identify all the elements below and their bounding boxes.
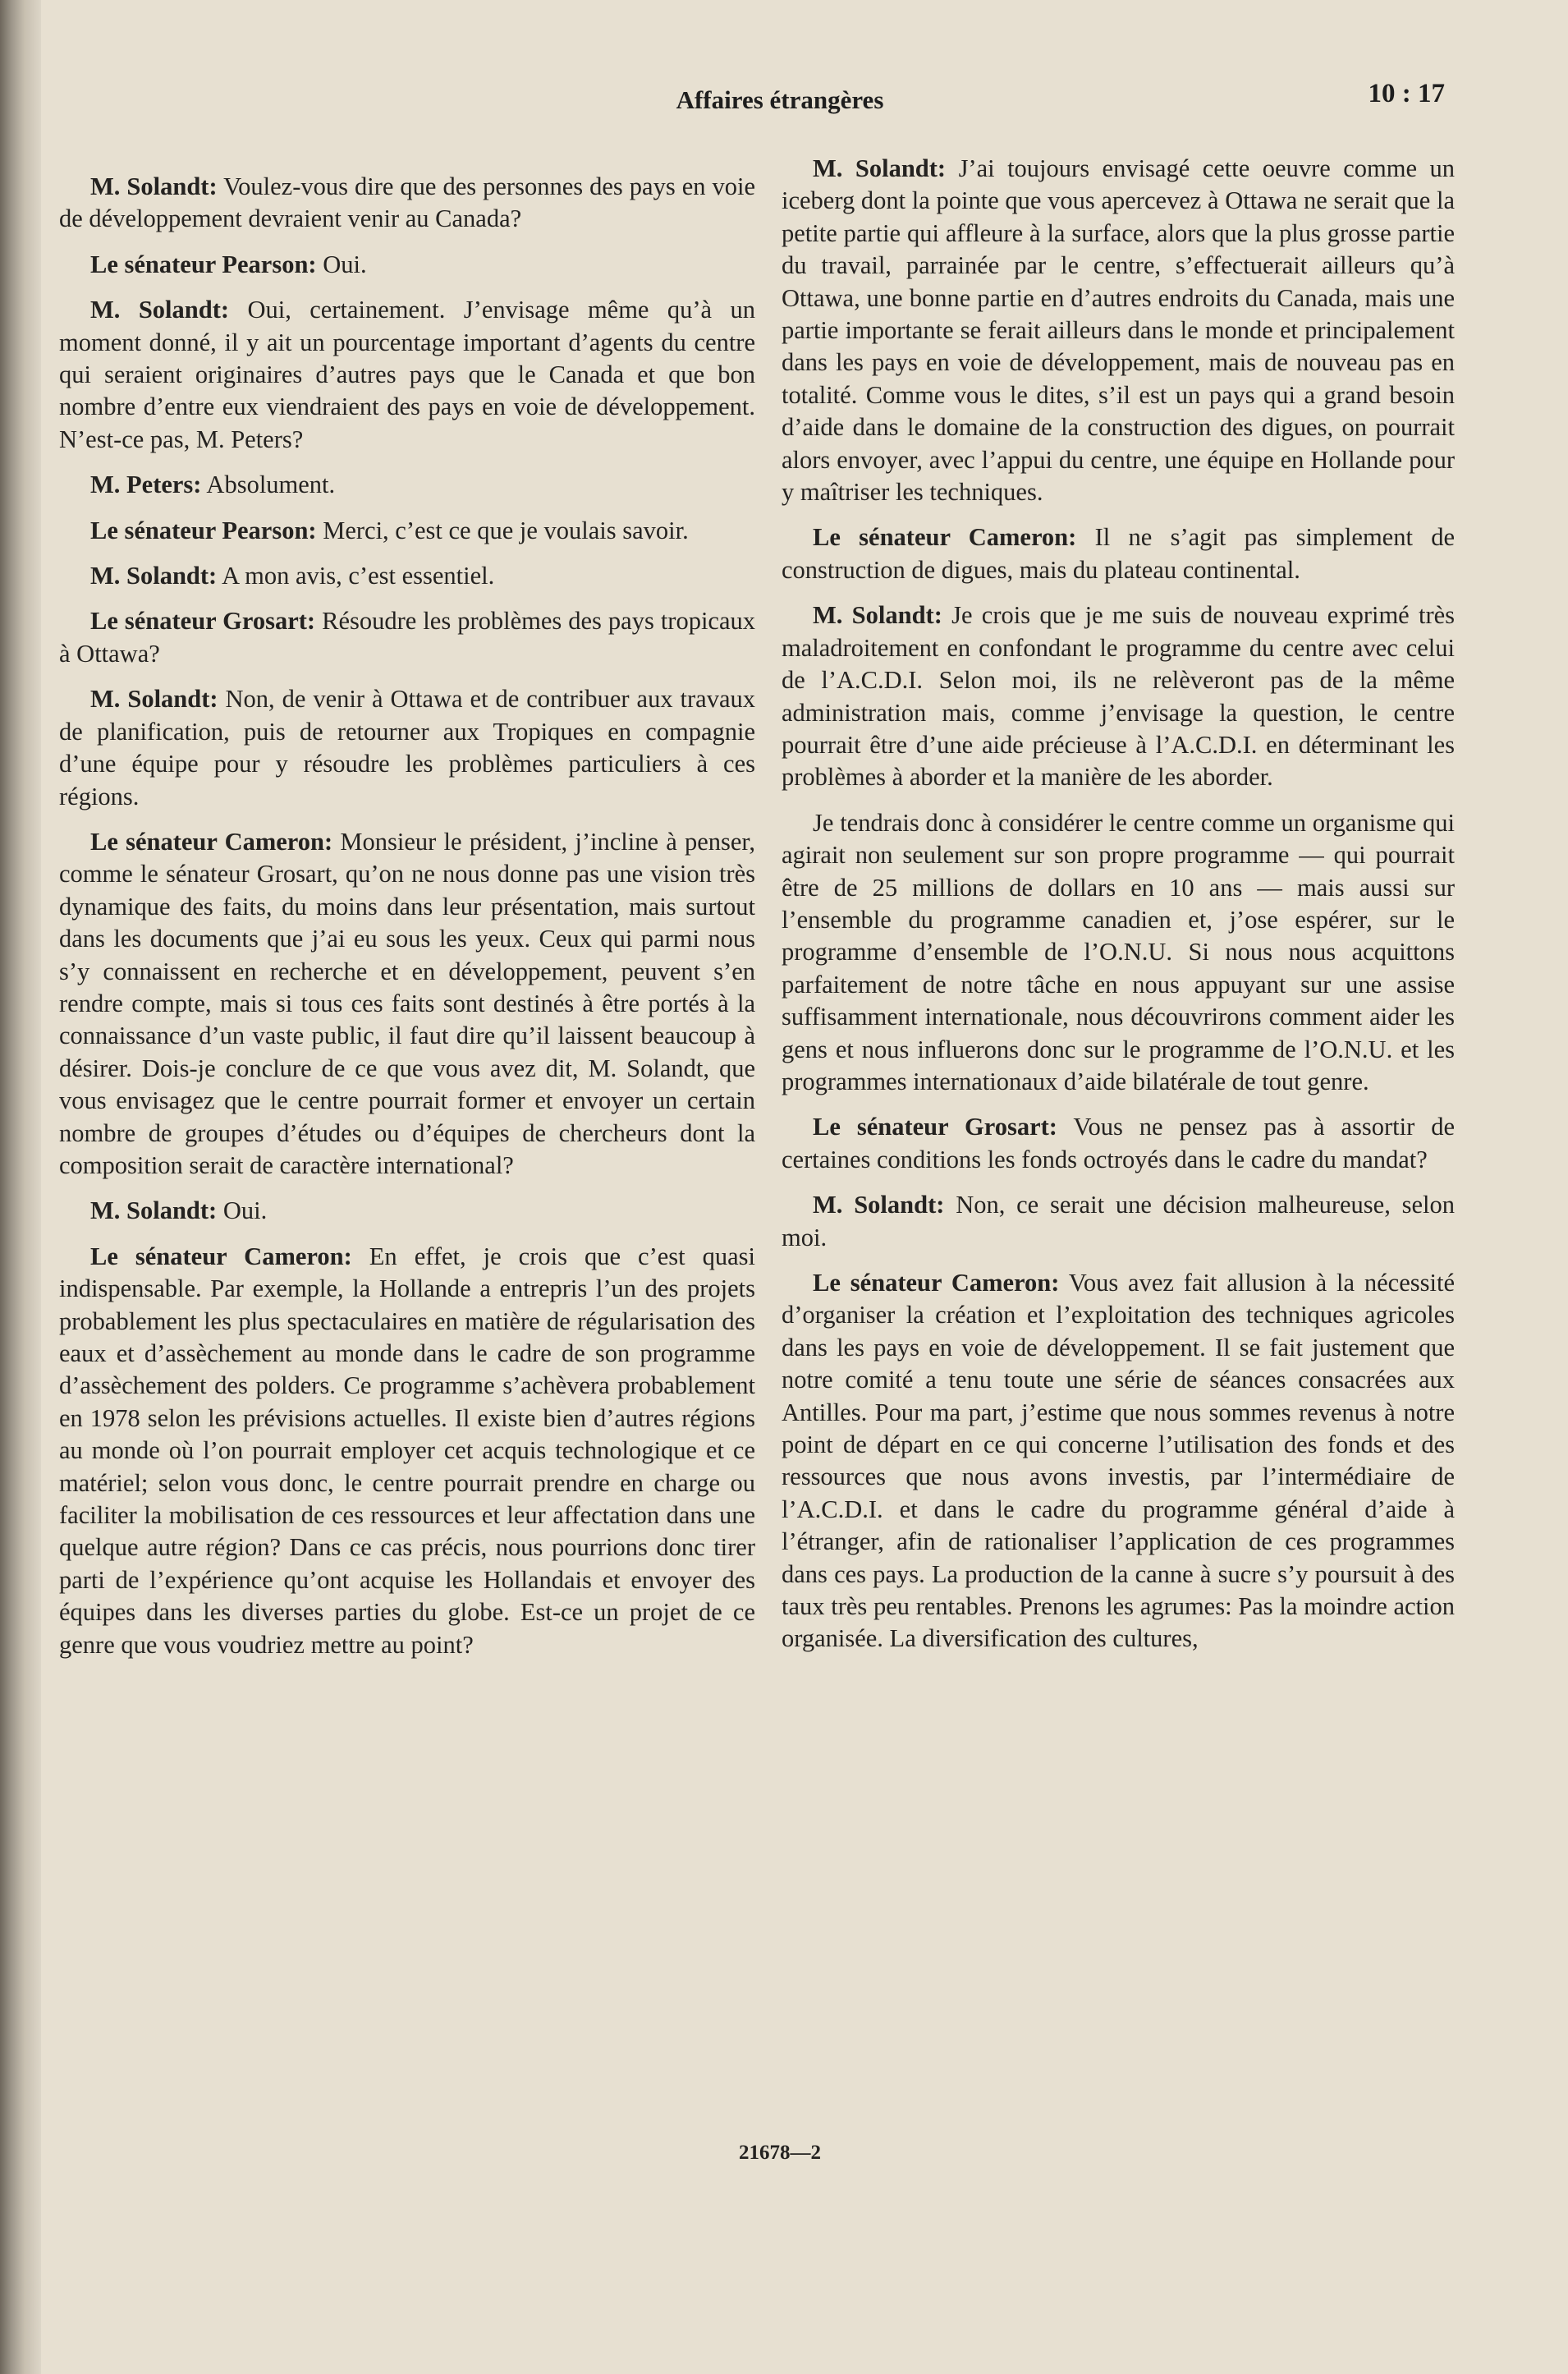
speech-text: Non, ce serait une décision malheureuse, selon moi. [782,1191,1456,1251]
speech-text: J’ai toujours envisagé cette oeuvre comme un iceberg dont la pointe que vous apercevez à Ottawa ne serait que la petite partie qui affleure à la surface, alors que la plus grosse partie du travail, parrainée par le centre, s’effectuerait ailleurs qu’à Ottawa, une bonne partie en d’autres endroits du Canada, mais une partie importante se ferait ailleurs dans le monde et principalement dans les pays en voie de développement, mais de nouveau pas en totalité. Comme vous le dites, s’il est un pays qui a grand besoin d’aide dans le domaine de la construction des digues, on pourrait alors envoyer, avec l’appui du centre, une équipe en Hollande pour y maîtriser les techniques. [782,154,1455,507]
speaker-name: M. Peters: [90,471,202,499]
page-binding-shadow [0,0,41,2374]
speech-text: Oui. [222,1196,268,1225]
continuation-paragraph: Je tendrais donc à considérer le centre comme un organisme qui agirait non seulement sur son propre programme — qui pourrait être de 25 millions de dollars en 10 ans — mais aussi sur l’ensemble du programme canadien et, j’ose espérer, sur le programme d’ensemble de l’O.N.U. Si nous nous acquittons parfaitement de notre tâche en nous appuyant sur une assise suffisamment internationale, nous découvrirons comment aider les gens et nous influerons donc sur le programme de l’O.N.U. et les programmes internationaux d’aide bilatérale de tout genre. [782,808,1455,1095]
left-column [59,171,755,1674]
transcript-paragraph [782,153,1455,508]
speaker-name: Le sénateur Pearson: [90,250,317,278]
transcript-paragraph [59,515,755,547]
transcript-paragraph [59,469,755,501]
speaker-name: M. Solandt: [90,1196,218,1225]
speaker-name: Le sénateur Cameron: [813,523,1077,552]
speaker-name: M. Solandt: [90,172,218,200]
speaker-name: Le sénateur Cameron: [90,827,333,856]
transcript-paragraph [59,249,755,281]
transcript-paragraph [59,1195,755,1227]
speaker-name: M. Solandt: [90,296,230,324]
speech-text: En effet, je crois que c’est quasi indispensable. Par exemple, la Hollande a entrepris l’un des projets probablement les plus spectaculaires en matière de régularisation des eaux et d’assèchement au monde dans le cadre de son programme d’assèchement des polders. Ce programme s’achèvera probablement en 1978 selon les prévisions actuelles. Il existe bien d’autres régions au monde où l’on pourrait employer cet acquis technologique et ce matériel; selon vous donc, le centre pourrait prendre en charge ou faciliter la mobilisation de ces ressources et leur affectation dans une quelque autre région? Dans ce cas précis, nous pourrions donc tirer parti de l’expérience qu’ont acquise les Hollandais et envoyer des équipes dans les diverses parties du globe. Est-ce un projet de ce genre que vous voudriez mettre au point? [59,1242,756,1659]
speaker-name: Le sénateur Pearson: [90,516,317,544]
speaker-name: M. Solandt: [90,685,218,714]
transcript-paragraph [782,1111,1455,1176]
transcript-paragraph [59,683,755,813]
right-column [782,153,1455,1669]
transcript-paragraph [782,599,1455,793]
speech-text: Absolument. [206,471,336,499]
speaker-name: M. Solandt: [813,601,942,630]
speech-text: Oui, certainement. J’envisage même qu’à un moment donné, il y ait un pourcentage important d’agents du centre qui seraient originaires d’autres pays que le Canada et que bon nombre d’entre eux viendraient des pays en voie de développement. N’est-ce pas, M. Peters? [59,296,756,453]
transcript-paragraph [782,1189,1455,1254]
speech-text: Vous ne pensez pas à assortir de certaines conditions les fonds octroyés dans le cadre du mandat? [782,1113,1455,1173]
running-header-title: Affaires étrangères [676,85,884,114]
speech-text: Merci, c’est ce que je voulais savoir. [323,516,689,544]
transcript-paragraph [59,560,755,592]
speaker-name: Le sénateur Cameron: [813,1269,1060,1297]
page-number: 10 : 17 [1368,79,1445,108]
transcript-paragraph [59,171,755,236]
speaker-name: Le sénateur Grosart: [813,1113,1057,1141]
speech-text: Monsieur le président, j’incline à penser, comme le sénateur Grosart, qu’on ne nous donne pas une vision très dynamique des faits, du moins dans leur présentation, mais surtout dans les documents que j’ai eu sous les yeux. Ceux qui parmi nous s’y connaissent en recherche et en développement, peuvent s’en rendre compte, mais si tous ces faits sont destinés à être portés à la connaissance d’un vaste public, il faut dire qu’il laissent beaucoup à désirer. Dois-je conclure de ce que vous avez dit, M. Solandt, que vous envisagez que le centre pourrait former et envoyer un certain nombre de groupes d’études ou d’équipes de chercheurs dont la composition serait de caractère international? [59,827,755,1179]
speech-text: A mon avis, c’est essentiel. [222,562,495,590]
speech-text: Voulez-vous dire que des personnes des pays en voie de développement devraient venir au Canada? [59,172,756,233]
speech-text: Je crois que je me suis de nouveau exprimé très maladroitement en confondant le programme du centre avec celui de l’A.C.D.I. Selon moi, ils ne relèveront pas de la même administration mais, comme j’envisage la question, le centre pourrait être d’une aide précieuse à l’A.C.D.I. en déterminant les problèmes à aborder et la manière de les aborder. [782,601,1456,792]
speaker-name: M. Solandt: [813,1191,945,1219]
speaker-name: Le sénateur Cameron: [90,1242,352,1270]
footer-print-code: 21678—2 [739,2142,821,2164]
speaker-name: Le sénateur Grosart: [90,607,316,636]
transcript-paragraph [782,1267,1455,1655]
speech-text: Il ne s’agit pas simplement de construction de digues, mais du plateau continental. [782,523,1456,584]
transcript-paragraph [59,294,755,456]
speech-text: Résoudre les problèmes des pays tropicaux à Ottawa? [59,607,756,668]
speech-text: Non, de venir à Ottawa et de contribuer aux travaux de planification, puis de retourner aux Tropiques en compagnie d’une équipe pour y résoudre les problèmes particuliers à ces régions. [59,685,755,810]
transcript-paragraph [59,605,755,670]
transcript-paragraph [59,1241,755,1661]
speaker-name: M. Solandt: [90,562,218,590]
speaker-name: M. Solandt: [813,154,947,182]
transcript-paragraph [782,521,1455,586]
speech-text: Vous avez fait allusion à la nécessité d’organiser la création et l’exploitation des techniques agricoles dans les pays en voie de développement. Il se fait justement que notre comité a tenu toute une série de séances consacrées aux Antilles. Pour ma part, j’estime que nous sommes revenus à notre point de départ en ce qui concerne l’utilisation des fonds et des ressources que nous avons investis, par l’intermédiaire de l’A.C.D.I. et dans le cadre du programme général d’aide à l’étranger, afin de rationaliser l’application de ces programmes dans ces pays. La production de la canne à sucre s’y poursuit à des taux très peu rentables. Prenons les agrumes: Pas la moindre action organisée. La diversification des cultures, [782,1269,1455,1653]
speech-text: Oui. [323,250,367,278]
transcript-paragraph [59,826,755,1182]
